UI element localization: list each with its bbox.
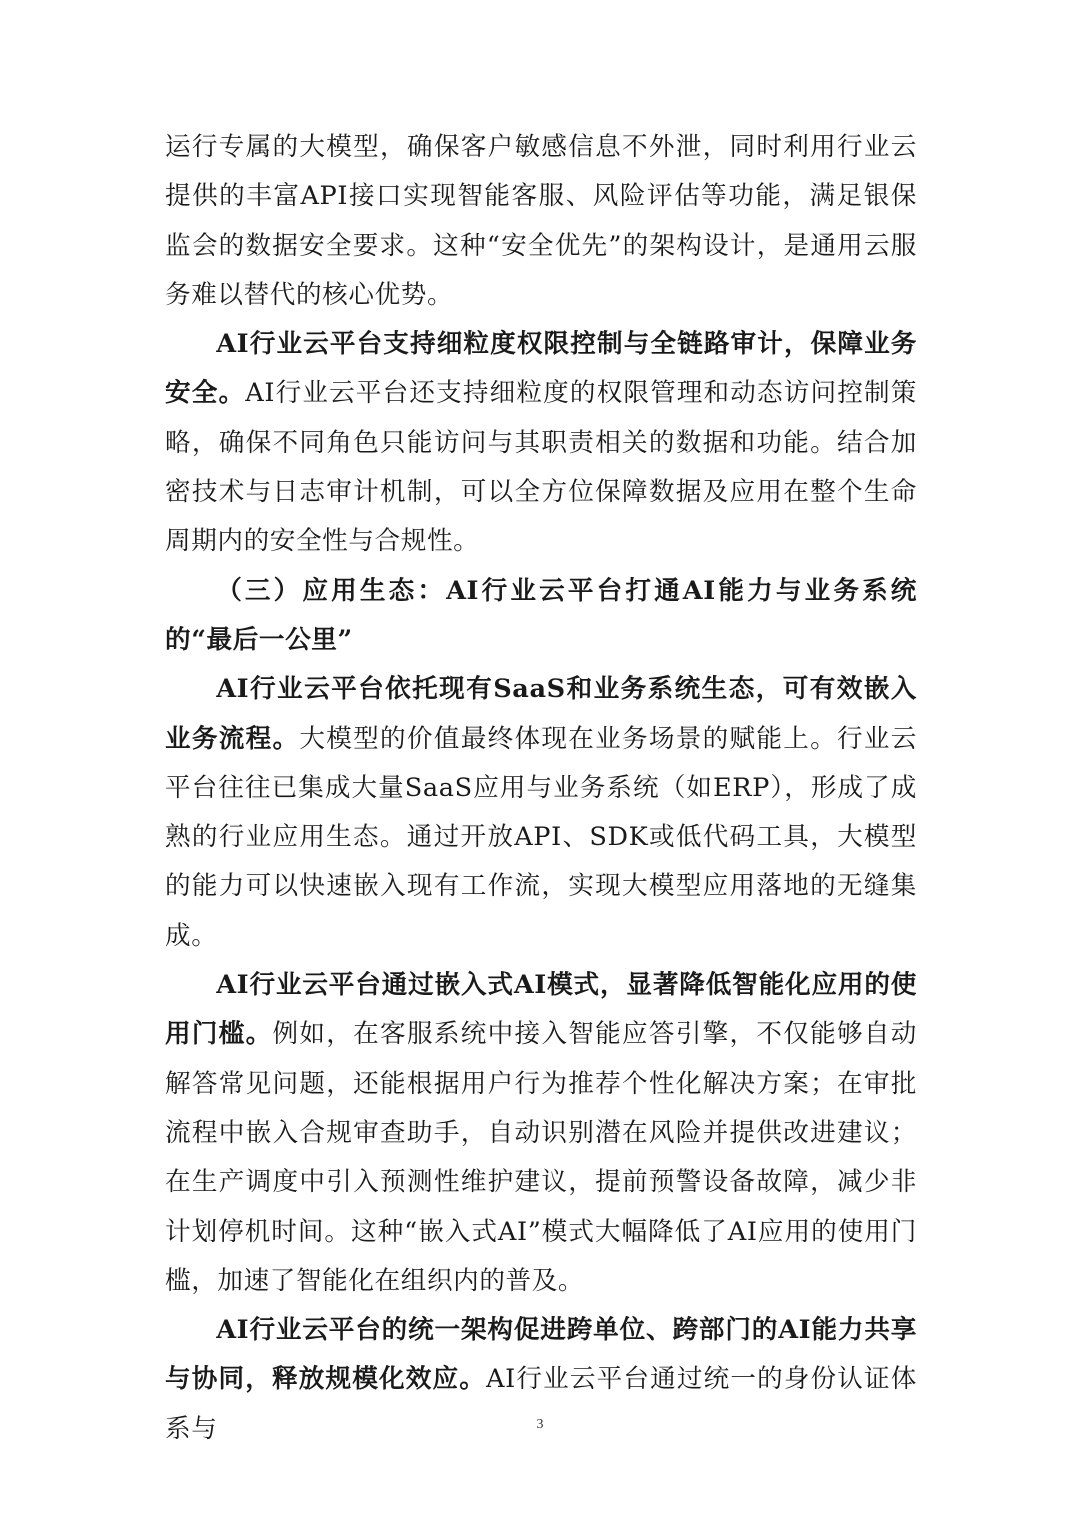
paragraph-text: 运行专属的大模型，确保客户敏感信息不外泄，同时利用行业云提供的丰富API接口实现智能客服、风险评估等功能，满足银保监会的数据安全要求。这种“安全优先”的架构设计，是通用云服务难以替代的核心优势。 xyxy=(165,132,917,310)
paragraph-continuation xyxy=(165,123,917,320)
page-number: 3 xyxy=(536,1417,544,1432)
paragraph-text: AI行业云平台还支持细粒度的权限管理和动态访问控制策略，确保不同角色只能访问与其职责相关的数据和功能。结合加密技术与日志审计机制，可以全方位保障数据及应用在整个生命周期内的安全性与合规性。 xyxy=(165,378,917,557)
section-heading: （三）应用生态：AI行业云平台打通AI能力与业务系统的“最后一公里” xyxy=(165,575,917,655)
paragraph-text: AI行业云平台通过统一的身份认证体系与 xyxy=(165,1364,917,1444)
paragraph-lead: AI行业云平台支持细粒度权限控制与全链路审计，保障业务安全。 xyxy=(165,329,917,409)
document-body xyxy=(165,123,917,1454)
paragraph-saas-ecosystem xyxy=(165,665,917,961)
paragraph-lead: AI行业云平台通过嵌入式AI模式，显著降低智能化应用的使用门槛。 xyxy=(165,970,917,1050)
paragraph-embedded-ai xyxy=(165,961,917,1306)
paragraph-security-audit xyxy=(165,320,917,566)
paragraph-text: 大模型的价值最终体现在业务场景的赋能上。行业云平台往往已集成大量SaaS应用与业务系统（如ERP），形成了成熟的行业应用生态。通过开放API、SDK或低代码工具，大模型的能力可以快速嵌入现有工作流，实现大模型应用落地的无缝集成。 xyxy=(165,723,917,951)
paragraph-lead: AI行业云平台的统一架构促进跨单位、跨部门的AI能力共享与协同，释放规模化效应。 xyxy=(165,1315,917,1395)
paragraph-text: 例如，在客服系统中接入智能应答引擎，不仅能够自动解答常见问题，还能根据用户行为推荐个性化解决方案；在审批流程中嵌入合规审查助手，自动识别潜在风险并提供改进建议；在生产调度中引入预测性维护建议，提前预警设备故障，减少非计划停机时间。这种“嵌入式AI”模式大幅降低了AI应用的使用门槛，加速了智能化在组织内的普及。 xyxy=(165,1019,917,1296)
paragraph-lead: AI行业云平台依托现有SaaS和业务系统生态，可有效嵌入业务流程。 xyxy=(165,674,917,754)
